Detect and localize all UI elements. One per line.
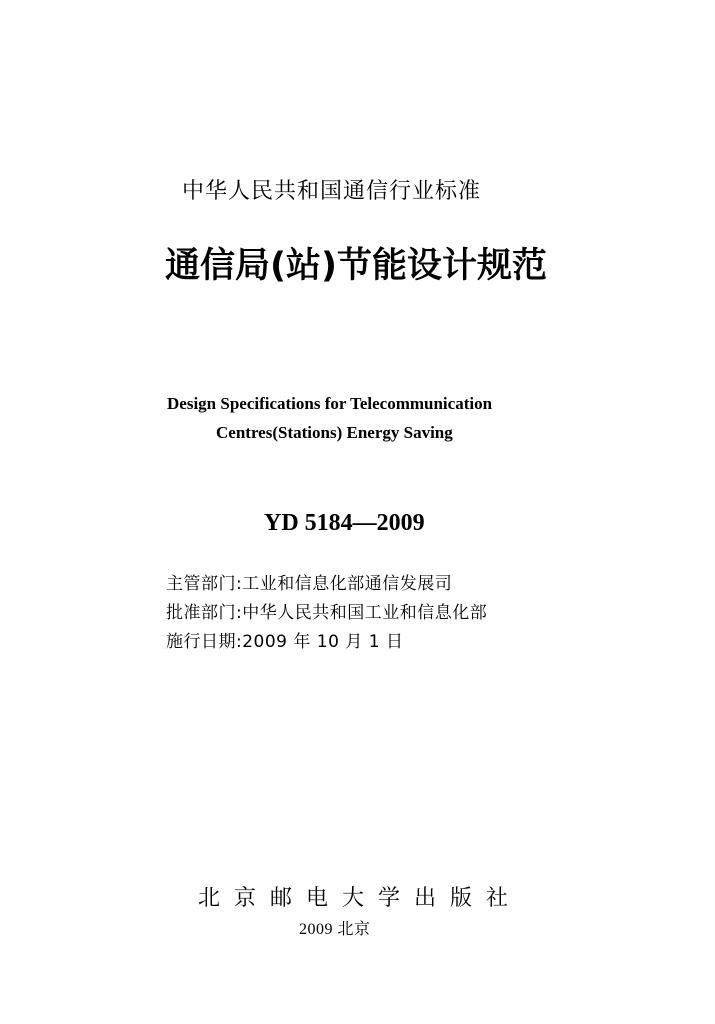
effective-date: 施行日期:2009 年 10 月 1 日 <box>166 632 404 652</box>
responsible-department: 主管部门:工业和信息化部通信发展司 <box>166 574 453 594</box>
industry-standard-heading: 中华人民共和国通信行业标准 <box>182 179 482 204</box>
publication-year-place: 2009 北京 <box>299 921 371 938</box>
standard-code: YD 5184—2009 <box>264 510 425 536</box>
document-title-chinese: 通信局(站)节能设计规范 <box>165 246 547 286</box>
approving-department: 批准部门:中华人民共和国工业和信息化部 <box>166 603 488 623</box>
publisher-name: 北京邮电大学出版社 <box>198 886 523 911</box>
document-title-english-line-1: Design Specifications for Telecommunication <box>167 394 493 413</box>
document-title-english-line-2: Centres(Stations) Energy Saving <box>216 423 453 442</box>
